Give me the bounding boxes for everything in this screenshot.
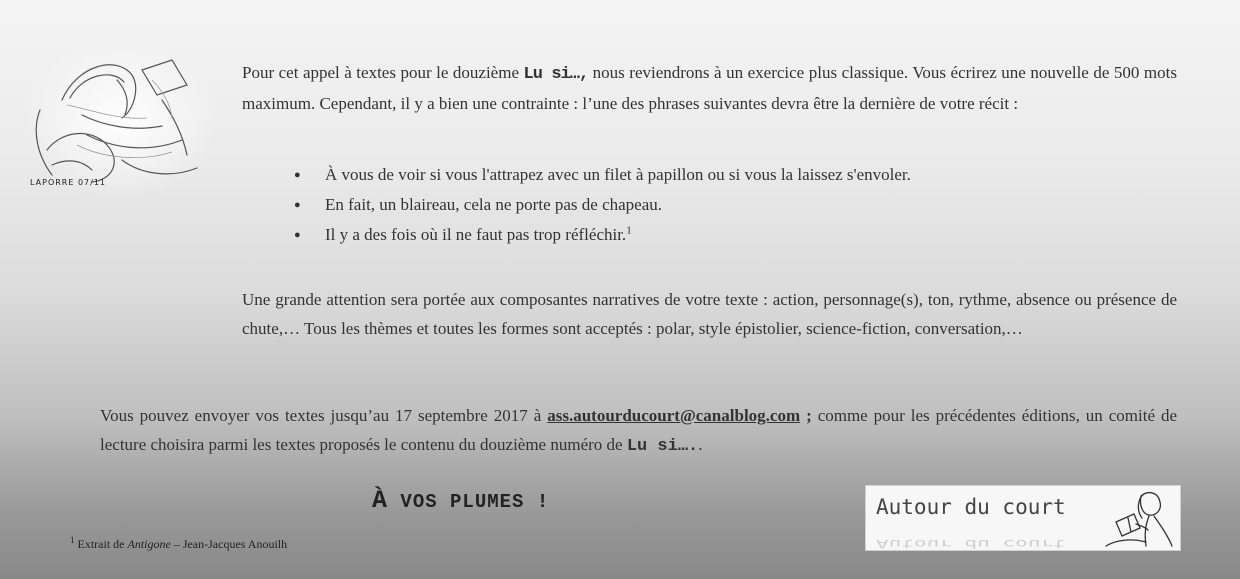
separator: ;: [800, 406, 818, 425]
closing-heading: [372, 486, 549, 515]
lusi-title: Lu si…,: [523, 65, 589, 84]
attention-paragraph: Une grande attention sera portée aux composantes narratives de votre texte : action, personnage(s), ton, rythme, absence ou présence de chute,… Tous les thèmes et toutes les formes sont acceptés : polar, style épistolier, science-fiction, conversation,…: [242, 290, 1177, 338]
submission-paragraph: [100, 401, 1177, 461]
sketch-signature: LAPORRE 07/11: [30, 178, 107, 187]
email-link[interactable]: ass.autourducourt@canalblog.com: [547, 406, 801, 425]
list-item: ● À vous de voir si vous l'attrapez avec un filet à papillon ou si vous la laissez s'envoler.: [292, 160, 911, 190]
footnote-marker: 1: [70, 535, 75, 545]
list-item: ● En fait, un blaireau, cela ne porte pas de chapeau.: [292, 190, 911, 220]
logo-text: Autour du court: [876, 495, 1066, 519]
reading-woman-sketch: [22, 40, 220, 200]
footnote-prefix: Extrait de: [74, 537, 128, 551]
submission-text-start: Vous pouvez envoyer vos textes jusqu’au 17 septembre 2017 à: [100, 406, 548, 425]
submission-end: .: [698, 435, 703, 454]
closing-initial: À: [372, 486, 389, 515]
logo-text-reflection: Autour du court: [876, 537, 1066, 551]
intro-text-start: Pour cet appel à textes pour le douzième: [242, 63, 524, 82]
reading-figure-icon: [1086, 488, 1176, 548]
intro-text-end: nous reviendrons à un exercice plus classique. Vous écrirez une nouvelle de 500 mots maximum. Cependant, il y a bien une contrainte : l’une des phrases suivantes devra être la dernière de votre récit :: [242, 63, 1177, 113]
footnote-suffix: – Jean-Jacques Anouilh: [170, 537, 288, 551]
autour-du-court-logo[interactable]: [865, 485, 1181, 551]
list-item: ● Il y a des fois où il ne faut pas trop réfléchir.$^1$: [292, 220, 911, 250]
intro-paragraph: [242, 58, 1177, 118]
submission-text-end: comme pour les précédentes éditions, un comité de lecture choisira parmi les textes proposés le contenu du douzième numéro de: [100, 406, 1178, 454]
footnote: [70, 535, 287, 552]
footnote-title: Antigone: [127, 537, 171, 551]
sketch-drawing: [22, 40, 220, 200]
constraint-phrase-list: [292, 160, 911, 250]
lusi-title: Lu si….: [626, 437, 699, 456]
closing-rest: VOS PLUMES !: [388, 491, 550, 513]
footnote-ref[interactable]: 1: [626, 224, 632, 237]
